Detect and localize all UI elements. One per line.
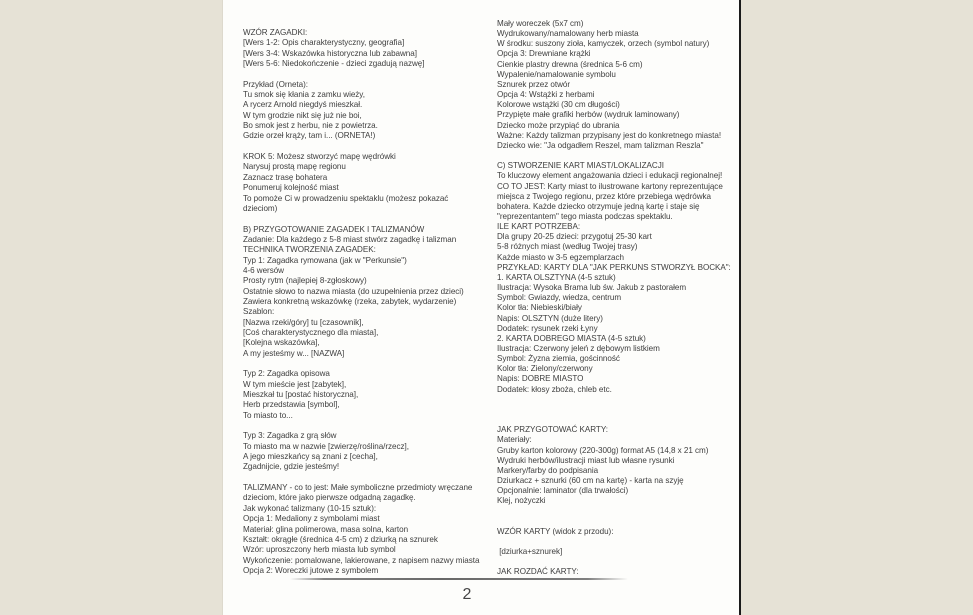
text-line: Napis: OLSZTYN (duże litery) bbox=[497, 313, 603, 323]
text-line: Symbol: Żyzna ziemia, gościnność bbox=[497, 354, 620, 364]
text-line: Zawiera konkretną wskazówkę (rzeka, zabytek, wydarzenie) bbox=[243, 296, 457, 306]
text-line: Typ 3: Zagadka z grą słów bbox=[243, 431, 337, 441]
text-line: Gruby karton kolorowy (220-300g) format A5 (14,8 x 21 cm) bbox=[497, 445, 709, 455]
text-line: Typ 2: Zagadka opisowa bbox=[243, 369, 330, 379]
text-line: Ilustracja: Wysoka Brama lub św. Jakub z pastorałem bbox=[497, 283, 687, 293]
text-line: Gdzie orzeł krąży, tam i... (ORNETA!) bbox=[243, 131, 376, 141]
text-line: dzieciom, które jako pierwsze odgadną zagadkę. bbox=[243, 493, 416, 503]
text-line bbox=[497, 557, 740, 567]
text-line bbox=[497, 151, 740, 161]
text-line: Klej, nożyczki bbox=[497, 496, 546, 506]
text-line: Materiały: bbox=[497, 435, 532, 445]
text-line bbox=[243, 142, 487, 152]
text-line: To miasto to... bbox=[243, 410, 293, 420]
text-line: JAK ROZDAĆ KARTY: bbox=[497, 567, 579, 577]
text-line: Opcja 3: Drewniane krążki bbox=[497, 49, 591, 59]
text-line: [Wers 1-2: Opis charakterystyczny, geografia] bbox=[243, 38, 405, 48]
text-line: Wydrukowany/namalowany herb miasta bbox=[497, 29, 639, 39]
text-line: Zgadnijcie, gdzie jesteśmy! bbox=[243, 462, 340, 472]
text-line: WZÓR ZAGADKI: bbox=[243, 28, 308, 37]
text-line: Kolor tła: Zielony/czerwony bbox=[497, 364, 593, 374]
text-line: Herb przedstawia [symbol], bbox=[243, 400, 340, 410]
text-line: [Wers 3-4: Wskazówka historyczna lub zabawna] bbox=[243, 48, 417, 58]
text-line: A jego mieszkańcy są znani z [cecha], bbox=[243, 452, 378, 462]
text-line: Przypięte małe grafiki herbów (wydruk laminowany) bbox=[497, 110, 680, 120]
text-line: Ostatnie słowo to nazwa miasta (do uzupełnienia przez dzieci) bbox=[243, 286, 464, 296]
text-line: miejsca z Twojego regionu, przez które przebiega wędrówka bbox=[497, 191, 711, 201]
text-line: Ponumeruj kolejność miast bbox=[243, 183, 339, 193]
text-line: Dziecko wie: "Ja odgadłem Reszel, mam talizman Reszla" bbox=[497, 140, 704, 150]
text-line bbox=[243, 214, 487, 224]
text-line: Typ 1: Zagadka rymowana (jak w "Perkunsie") bbox=[243, 255, 407, 265]
text-line: Wypalenie/namalowanie symbolu bbox=[497, 69, 616, 79]
text-line: CO TO JEST: Karty miast to ilustrowane kartony reprezentujące bbox=[497, 181, 723, 191]
text-line: JAK PRZYGOTOWAĆ KARTY: bbox=[497, 425, 608, 435]
text-line: Bo smok jest z herbu, nie z powietrza. bbox=[243, 121, 378, 131]
text-line bbox=[243, 69, 487, 79]
text-line: [Kolejna wskazówka], bbox=[243, 338, 320, 348]
text-line: Przykład (Orneta): bbox=[243, 79, 308, 89]
text-line bbox=[497, 395, 740, 405]
text-line bbox=[497, 507, 740, 517]
text-line: Wykończenie: pomalowane, lakierowane, z napisem nazwy miasta bbox=[243, 555, 480, 565]
text-line: W tym mieście jest [zabytek], bbox=[243, 379, 347, 389]
text-line: Sznurek przez otwór bbox=[497, 79, 571, 89]
text-line: "reprezentantem" tego miasta podczas spektaklu. bbox=[497, 211, 673, 221]
text-line: Markery/farby do podpisania bbox=[497, 465, 599, 475]
text-line: WZÓR KARTY (widok z przodu): bbox=[497, 526, 614, 536]
text-line: Kolor tła: Niebieski/biały bbox=[497, 303, 582, 313]
text-line: [Wers 5-6: Niedokończenie - dzieci zgadują nazwę] bbox=[243, 59, 425, 69]
text-line: Opcja 2: Woreczki jutowe z symbolem bbox=[243, 565, 379, 575]
text-line: TALIZMANY - co to jest: Małe symboliczne przedmioty wręczane bbox=[243, 483, 473, 493]
text-line: Tu smok się kłania z zamku wieży, bbox=[243, 90, 365, 100]
text-line bbox=[243, 421, 487, 431]
text-line: To kluczowy element angażowania dzieci i edukacji regionalnej! bbox=[497, 171, 723, 181]
text-line: Jak wykonać talizmany (10-15 sztuk): bbox=[243, 503, 377, 513]
text-line: Każde miasto w 3-5 egzemplarzach bbox=[497, 252, 624, 262]
text-line: Napis: DOBRE MIASTO bbox=[497, 374, 584, 384]
text-line bbox=[243, 359, 487, 369]
text-line: B) PRZYGOTOWANIE ZAGADEK I TALIZMANÓW bbox=[243, 224, 425, 234]
text-line: Kolorowe wstążki (30 cm długości) bbox=[497, 100, 620, 110]
text-line: Dla grupy 20-25 dzieci: przygotuj 25-30 kart bbox=[497, 232, 652, 242]
text-line: Wzór: uproszczony herb miasta lub symbol bbox=[243, 545, 396, 555]
text-line: Ilustracja: Czerwony jeleń z dębowym listkiem bbox=[497, 344, 660, 353]
text-line: Prosty rytm (najlepiej 8-zgłoskowy) bbox=[243, 276, 367, 286]
text-line: bohatera. Każde dziecko otrzymuje jedną kartę i staje się bbox=[497, 201, 700, 211]
footer-divider-line bbox=[290, 578, 628, 580]
text-line bbox=[497, 415, 740, 425]
text-line: Cienkie plastry drewna (średnica 5-6 cm) bbox=[497, 59, 643, 69]
text-line: Opcja 4: Wstążki z herbami bbox=[497, 90, 595, 100]
text-line: Wydruki herbów/ilustracji miast lub własne rysunki bbox=[497, 455, 675, 465]
text-line: 4-6 wersów bbox=[243, 265, 284, 275]
text-line: Dodatek: rysunek rzeki Łyny bbox=[497, 323, 598, 333]
text-line: To pomoże Ci w prowadzeniu spektaklu (możesz pokazać bbox=[243, 193, 449, 203]
text-line: [Coś charakterystycznego dla miasta], bbox=[243, 327, 379, 337]
text-line: Narysuj prostą mapę regionu bbox=[243, 162, 346, 172]
text-line: [Nazwa rzeki/góry] tu [czasownik], bbox=[243, 317, 364, 327]
text-line: Materiał: glina polimerowa, masa solna, karton bbox=[243, 524, 409, 534]
text-line: TECHNIKA TWORZENIA ZAGADEK: bbox=[243, 245, 376, 255]
text-line: 2. KARTA DOBREGO MIASTA (4-5 sztuk) bbox=[497, 333, 646, 343]
left-text-column bbox=[243, 28, 487, 576]
text-line: To miasto ma w nazwie [zwierzę/roślina/rzecz], bbox=[243, 441, 409, 451]
text-line: KROK 5: Możesz stworzyć mapę wędrówki bbox=[243, 152, 396, 162]
text-line: Mieszkał tu [postać historyczna], bbox=[243, 390, 359, 400]
text-line: Opcjonalnie: laminator (dla trwałości) bbox=[497, 486, 629, 496]
text-line: PRZYKŁAD: KARTY DLA "JAK PERKUNS STWORZYŁ BOCKA": bbox=[497, 262, 731, 272]
page-number: 2 bbox=[462, 586, 472, 603]
text-line: A my jesteśmy w... [NAZWA] bbox=[243, 348, 345, 358]
text-line: W tym grodzie nikt się już nie boi, bbox=[243, 110, 362, 120]
text-line: Dziurkacz + sznurki (60 cm na kartę) - karta na szyję bbox=[497, 476, 684, 486]
text-line: Zadanie: Dla każdego z 5-8 miast stwórz zagadkę i talizman bbox=[243, 234, 457, 244]
text-line: Ważne: Każdy talizman przypisany jest do konkretnego miasta! bbox=[497, 130, 722, 140]
text-line: dzieciom) bbox=[243, 203, 278, 213]
text-line: 1. KARTA OLSZTYNA (4-5 sztuk) bbox=[497, 272, 616, 282]
text-line: [dziurka+sznurek] bbox=[497, 547, 563, 557]
text-line: W środku: suszony zioła, kamyczek, orzech (symbol natury) bbox=[497, 39, 710, 49]
text-line: Dodatek: kłosy zboża, chleb etc. bbox=[497, 384, 612, 394]
text-line: C) STWORZENIE KART MIAST/LOKALIZACJI bbox=[497, 161, 664, 171]
text-line: Kształt: okrągłe (średnica 4-5 cm) z dziurką na sznurek bbox=[243, 534, 438, 544]
text-line: Zaznacz trasę bohatera bbox=[243, 172, 328, 182]
text-line: Mały woreczek (5x7 cm) bbox=[497, 19, 584, 28]
text-line bbox=[497, 537, 740, 547]
right-text-column bbox=[497, 19, 740, 578]
text-line: Dziecko może przypiąć do ubrania bbox=[497, 120, 620, 130]
text-line: Opcja 1: Medaliony z symbolami miast bbox=[243, 514, 380, 524]
text-line: Szablon: bbox=[243, 307, 275, 317]
text-line bbox=[243, 473, 487, 483]
text-line bbox=[497, 405, 740, 415]
text-line: ILE KART POTRZEBA: bbox=[497, 222, 581, 232]
text-line bbox=[497, 517, 740, 527]
text-line: Symbol: Gwiazdy, wiedza, centrum bbox=[497, 293, 622, 303]
text-line: A rycerz Arnold niegdyś mieszkał. bbox=[243, 100, 363, 110]
text-line: 5-8 różnych miast (według Twojej trasy) bbox=[497, 242, 638, 252]
